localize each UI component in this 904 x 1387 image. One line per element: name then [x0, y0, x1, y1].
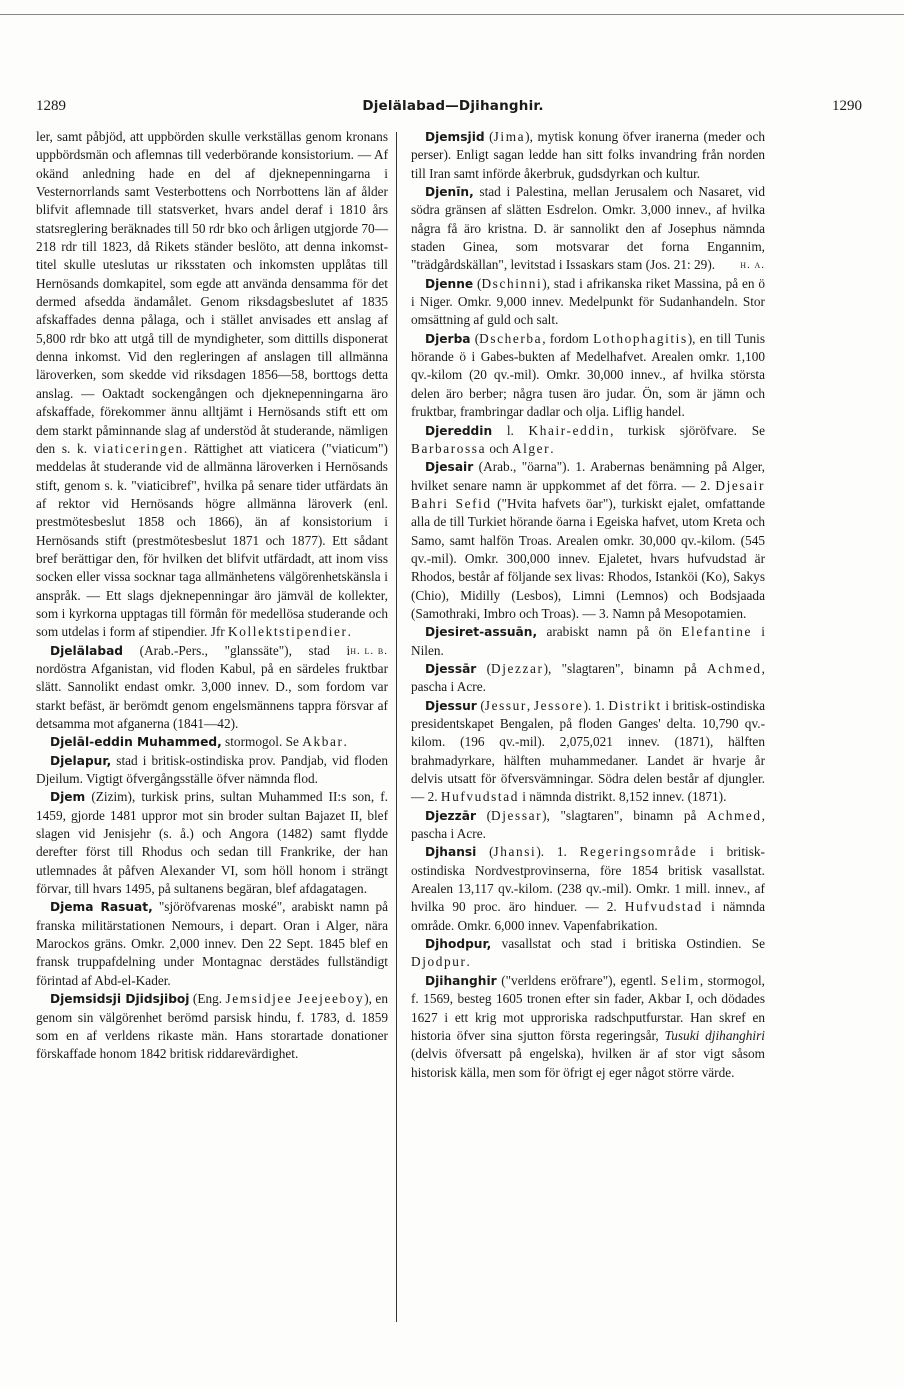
article-entry: Djerba (Dscherba, fordom Lothophagitis), en till Tunis hörande ö i Gabes-bukten af Medelhafvet. Arealen omkr. 1,100 qv.-kilom (20 qv.-mil). Omkr. 30,000 innev., af hvilka största delen äro berber; några tusen äro judar. Ön, som är jämn och fruktbar, frambringar dadlar och olja. Liflig handel.	[411, 330, 765, 420]
article-entry: Djesiret-assuān, arabiskt namn på ön Elefantine i Nilen.	[411, 624, 765, 658]
page-header	[36, 98, 870, 120]
article-entry: Djessur (Jessur, Jessore). 1. Distrikt i britisk-ostindiska presidentskapet Bengalen, på floden Ganges' delta. 10,790 qv.-kilom. (196 qv.-mil). 2,075,021 innev. (1871), hälften brahmadyrkare, hälften muhammedaner. Landet är hvarje år delvis utsatt för öfversvämningar. Södra delen består af djungler. — 2. Hufvudstad i nämnda distrikt. 8,152 innev. (1871).	[411, 697, 765, 805]
column-divider	[396, 132, 397, 1322]
top-rule	[0, 14, 904, 15]
page-number-right: 1290	[832, 98, 862, 114]
page-number-left: 1289	[36, 98, 66, 114]
article-entry: Djhansi (Jhansi). 1. Regeringsområde i britisk-ostindiska Nordvestprovinserna, före 1854 britisk vasallstat. Arealen 13,117 qv.-kilom. (238 qv.-mil). Omkr. 1 mill. innev., af hvilka 90 proc. äro hinduer. — 2. Hufvudstad i nämnda område. Omkr. 6,000 innev. Vapenfabrikation.	[411, 844, 765, 933]
article-entry: Djema Rasuat, "sjöröfvarenas moské", arabiskt namn på franska militärstationen Nemours, i depart. Oran i Alger, nära Marockos gräns. Omkr. 2,000 innev. Den 22 Sept. 1845 blef en fransk truppafdelning under Montagnac derstädes fullständigt förintad af Abd-el-Kader.	[36, 899, 388, 988]
article-entry: Djelāl-eddin Muhammed, stormogol. Se Akbar.	[50, 734, 347, 750]
right-column	[411, 128, 765, 1082]
article-entry: Djenīn, stad i Palestina, mellan Jerusalem och Nasaret, vid södra gränsen af slätten Esdrelon. Omkr. 3,000 innev., af hvilka några få äro kristna. D. är sannolikt den af Josephus nämnda staden Ginea, som motsvarar det forna Engannim, "trädgårdskällan", levitstad i Issaskars stam (Jos. 21: 29). h. a.	[411, 184, 765, 273]
article-entry: Djenne (Dschinni), stad i afrikanska riket Massina, på en ö i Niger. Omkr. 9,000 innev. Medelpunkt för Sudanhandeln. Stor omsättning af guld och salt.	[411, 275, 766, 328]
running-title: Djelälabad—Djihanghir.	[362, 98, 544, 114]
article-entry: Djelälabad (Arab.-Pers., "glanssäte"), stad i nordöstra Afganistan, vid floden Kabul, på en särdeles fruktbar slätt. Sannolikt endast omkr. 3,000 innev. D., som fordom var starkt befäst, är berömdt genom engelsmännens tappra försvar af detsamma mot afganerna (1841—42).	[36, 642, 388, 731]
article-entry: Djereddin l. Khair-eddin, turkisk sjöröfvare. Se Barbarossa och Alger.	[411, 422, 765, 456]
article-entry: Djezzār (Djessar), "slagtaren", binamn på Achmed, pascha i Acre.	[411, 807, 765, 842]
article-entry: Djessār (Djezzar), "slagtaren", binamn på Achmed, pascha i Acre.	[411, 660, 765, 695]
article-entry: Djihanghir ("verldens eröfrare"), egentl. Selim, stormogol, f. 1569, besteg 1605 tronen efter sin fader, Akbar I, och dödades 1627 i ett krig mot upproriska radschputfurstar. Han skref en historia öfver sina sjutton första regeringsår, Tusuki djihanghiri (delvis öfversatt på engelska), hvilken är af stor vigt såsom historisk källa, men som för öfrigt ej eger något större värde.	[411, 972, 765, 1080]
article-entry: Djhodpur, vasallstat och stad i britiska Ostindien. Se Djodpur.	[411, 936, 765, 970]
article-entry: Djem (Zizim), turkisk prins, sultan Muhammed II:s son, f. 1459, gjorde 1481 uppror mot sin broder sultan Bajazet II, blef slagen vid Jenisjehr (s. å.) och Angora (1482) samt flydde derefter först till Rhodus och sedan till Frankrike, der han utlemnades åt påfven Alexander VI, som höll honom i strängt förvar, till hvars 1495, på sultanens begäran, blef afdagatagen.	[36, 789, 388, 897]
article-entry: Djelapur, stad i britisk-ostindiska prov. Pandjab, vid floden Djeilum. Vigtigt öfvergångsställe öfver nämnda flod.	[36, 752, 388, 787]
article-entry: ler, samt påbjöd, att uppbörden skulle verkställas genom kronans uppbördsmän och aflemnas till vederbörande konsistorium. — Af okänd anledning hade en del af djeknepenningarna i Vesternorrlands samt Vesterbottens och Norrbottens län af ålder blifvit aflemnade till statsverket, hvars andel deraf i 1810 års statsreglering beräknades till 50 rdr bko och årligen utgjorde 70—218 rdr till 1823, då Rikets ständer beslöto, att denna inkomst-titel skulle uteslutas ur riksstaten och inkomsten upplåtas till Hernösands domkapitel, som egde att använda densamma för det dermed afsedda ändamålet. Genom riksdagsbeslutet af 1835 afskaffades denna pålaga, och i stället anvisades ett anslag af 5,800 rdr bko att utgå till de myndigheter, som dittills disponerat denna inkomst. Vid den regleringen af anslagen till allmänna läroverken, som skedde vid riksdagen 1856—58, borttogs detta anslag. — Oaktadt sockengången och djeknepenningarna äro afskaffade, förekommer ännu alltjämt i Hernösands stift ett om dem starkt påminnande slag af understöd åt studerande, nämligen den s. k. viaticeringen. Rättighet att viaticera ("viaticum") meddelas åt studerande vid de allmänna läroverken i Hernösands stift, genom s. k. "viaticibref", hvilka på senare tider utfärdats än af rektor vid Hernösands högre allmänna läroverk (enl. prestmötesbeslut 1858 och 1866), än af konsistorium i Hernösands stift (prestmötesbeslut 1871 och 1877). Ett sådant bref berättigar den, för hvilken det blifvit utfärdadt, att inom viss socken eller vissa socknar taga allmänhetens välgörenhetskänsla i anspråk. — Ett slags djeknepenningar äro jämväl de kollekter, som i kyrkorna upptagas till förmån för medellösa studerande och som utdelas i form af stipendier. Jfr Kollektstipendier. h. l. b.	[36, 129, 388, 657]
article-entry: Djemsjid (Jima), mytisk konung öfver iranerna (meder och perser). Enligt sagan ledde han sitt folks invandring från norden till Iran samt införde åkerbruk, gudsdyrkan och kultur.	[411, 129, 765, 181]
left-column	[36, 128, 388, 1064]
article-entry: Djemsidsji Djidsjiboj (Eng. Jemsidjee Jeejeeboy), en genom sin välgörenhet berömd parsisk hindu, f. 1783, d. 1859 som en af verldens rikaste män. Hans storartade donationer förskaffade honom 1842 britisk riddarevärdighet.	[36, 991, 388, 1062]
article-entry: Djesair (Arab., "öarna"). 1. Arabernas benämning på Alger, hvilket senare namn är uppkommet af det förra. — 2. Djesair Bahri Sefid ("Hvita hafvets öar"), turkiskt ejalet, omfattande alla de till Turkiet hörande öarna i Egeiska hafvet, utom Kreta och Samo, samt halfön Troas. Arealen omkr. 30,000 qv.-kilom. (545 qv.-mil). Omkr. 300,000 innev. Ejaletet, hvars hufvudstad är Rhodos, består af följande sex livas: Rhodos, Istanköi (Ko), Sakys (Chio), Midilly (Lesbos), Limni (Lemnos) och Bodsjaada (Samothraki, Imbro och Troas). — 3. Namn på Mesopotamien.	[411, 459, 765, 621]
